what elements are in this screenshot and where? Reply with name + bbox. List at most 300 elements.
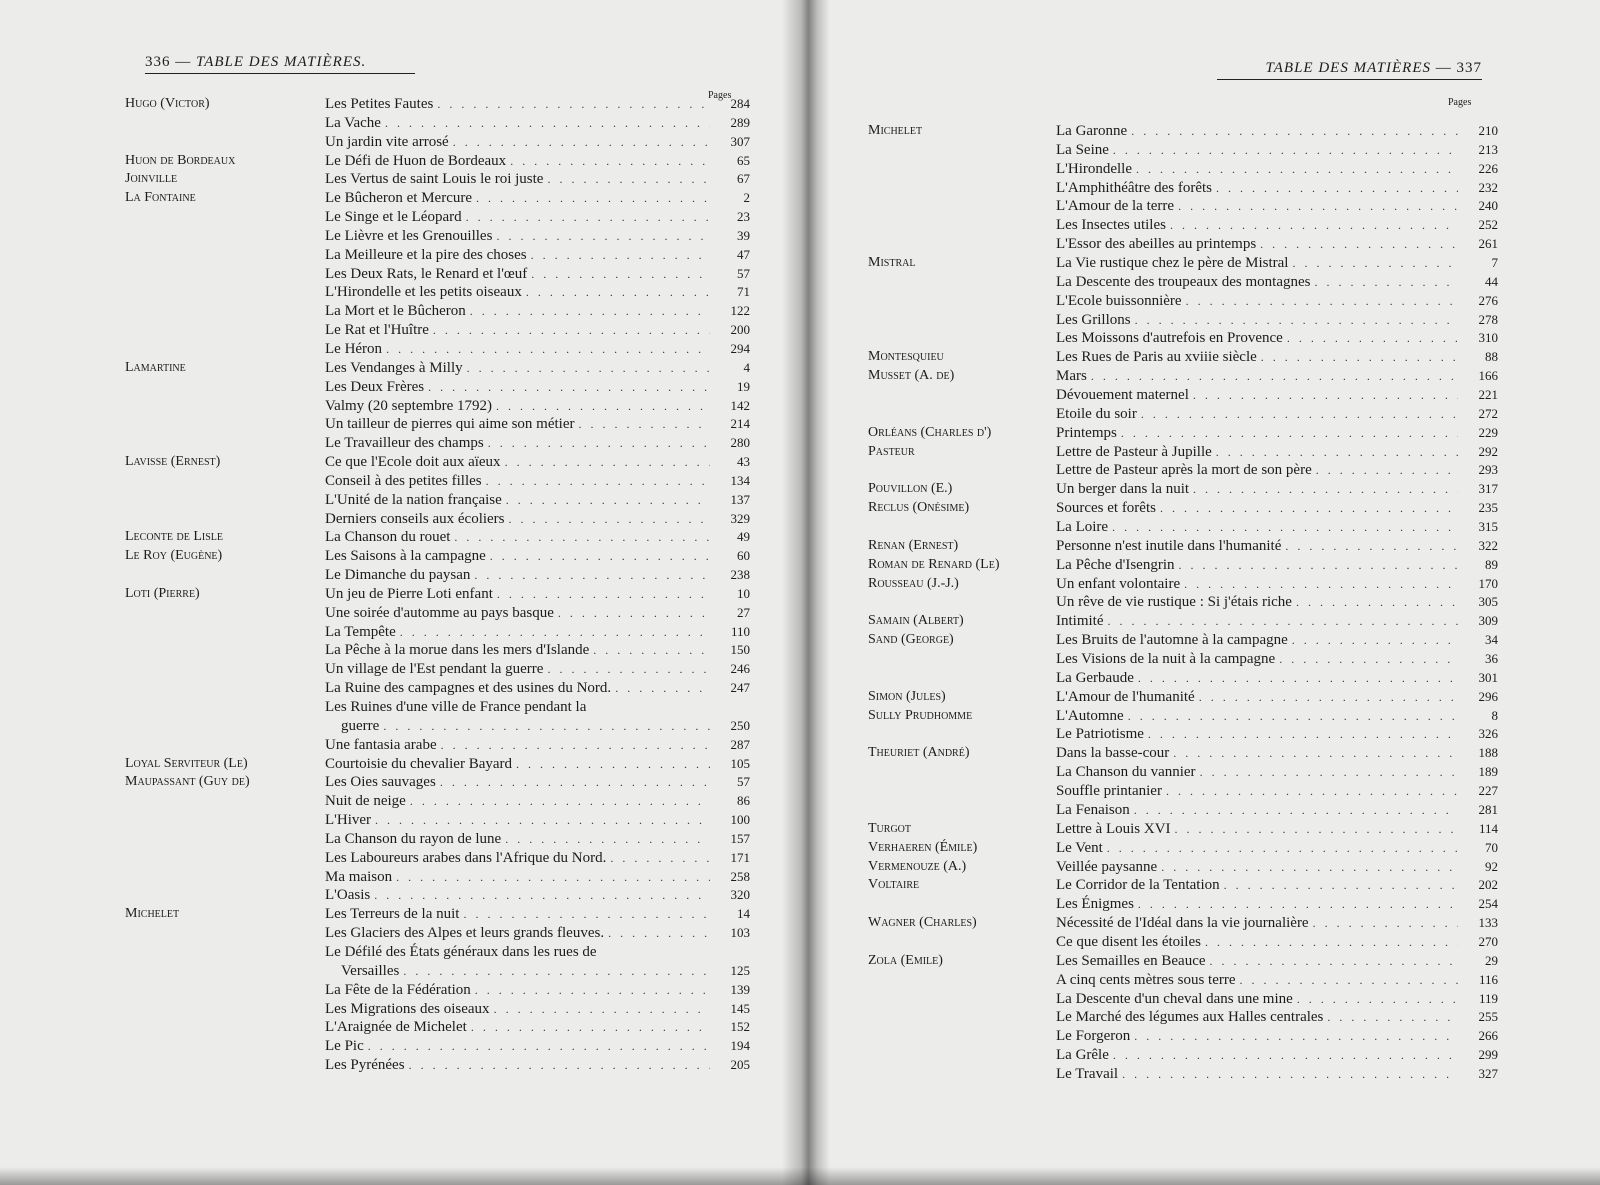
toc-row — [125, 736, 750, 755]
toc-page-number: 36 — [1485, 651, 1498, 667]
dot-leader — [1193, 386, 1458, 405]
toc-row — [868, 348, 1498, 367]
toc-row — [868, 971, 1498, 990]
dot-leader — [1224, 876, 1458, 895]
toc-page-number: 166 — [1478, 368, 1498, 384]
toc-row — [125, 868, 750, 887]
toc-entry-title: Les Pyrénées — [325, 1057, 405, 1074]
toc-entry-title: Souffle printanier — [1056, 783, 1162, 800]
toc-entry-title: Les Oies sauvages — [325, 774, 436, 791]
toc-row — [125, 189, 750, 208]
toc-entry — [1056, 556, 1462, 575]
toc-entry — [1056, 820, 1462, 839]
toc-entry-title: Un village de l'Est pendant la guerre — [325, 661, 544, 678]
toc-row — [125, 623, 750, 642]
toc-row — [125, 792, 750, 811]
toc-row — [125, 283, 750, 302]
toc-entry-title: La Seine — [1056, 141, 1109, 158]
toc-page-number: 309 — [1478, 613, 1498, 629]
dot-leader — [1134, 1027, 1458, 1046]
toc-page-number: 171 — [730, 849, 750, 865]
toc-row — [868, 254, 1498, 273]
dot-leader — [1316, 461, 1458, 480]
toc-author: Sand (George) — [868, 632, 954, 648]
toc-page-number: 34 — [1485, 632, 1498, 648]
toc-entry-title: Les Grillons — [1056, 311, 1131, 328]
dot-leader — [1131, 122, 1458, 141]
toc-page-number: 92 — [1485, 858, 1498, 874]
toc-entry — [325, 302, 714, 321]
toc-row — [125, 585, 750, 604]
toc-row — [125, 415, 750, 434]
toc-entry-title: La Pêche d'Isengrin — [1056, 556, 1175, 573]
left-pages-column-label: Pages — [708, 90, 732, 101]
toc-entry — [325, 152, 714, 171]
toc-row — [868, 990, 1498, 1009]
toc-entry — [1056, 367, 1462, 386]
dot-leader — [1292, 254, 1458, 273]
toc-author: Loyal Serviteur (Le) — [125, 755, 248, 771]
toc-page-number: 86 — [737, 793, 750, 809]
toc-entry — [1056, 179, 1462, 198]
toc-entry-title: Un rêve de vie rustique : Si j'étais riche — [1056, 594, 1292, 611]
dot-leader — [579, 415, 711, 434]
toc-entry-title: La Tempête — [325, 623, 396, 640]
toc-entry-title: La Chanson du rouet — [325, 529, 451, 546]
toc-row — [868, 707, 1498, 726]
toc-page-number: 213 — [1478, 141, 1498, 157]
dot-leader — [531, 246, 710, 265]
toc-row — [125, 905, 750, 924]
toc-author: Rousseau (J.-J.) — [868, 575, 959, 591]
dot-leader — [1122, 1065, 1458, 1084]
right-page-header — [1217, 60, 1482, 80]
toc-entry-title: La Loire — [1056, 519, 1109, 536]
toc-page-number: 133 — [1478, 915, 1498, 931]
toc-entry-title: Le Pic — [325, 1038, 364, 1055]
toc-entry — [325, 114, 714, 133]
toc-page-number: 289 — [730, 114, 750, 130]
toc-entry — [1056, 858, 1462, 877]
toc-entry — [325, 773, 714, 792]
toc-entry-title: Ma maison — [325, 868, 393, 885]
toc-entry — [325, 585, 714, 604]
toc-row — [125, 397, 750, 416]
toc-page-number: 142 — [730, 397, 750, 413]
toc-entry — [1056, 160, 1462, 179]
dot-leader — [506, 491, 710, 510]
toc-row — [868, 688, 1498, 707]
toc-author: Pasteur — [868, 443, 915, 459]
toc-page-number: 139 — [730, 981, 750, 997]
toc-author: Joinville — [125, 171, 178, 187]
toc-row — [868, 329, 1498, 348]
toc-page-number: 134 — [730, 472, 750, 488]
toc-page-number: 235 — [1478, 500, 1498, 516]
toc-author: Hugo (Victor) — [125, 96, 210, 111]
left-page-number: 336 — [145, 54, 171, 70]
toc-entry-title: Nécessité de l'Idéal dans la vie journalière — [1056, 915, 1309, 932]
toc-page-number: 145 — [730, 1000, 750, 1016]
toc-entry — [1056, 744, 1462, 763]
toc-row — [125, 547, 750, 566]
toc-page-number: 125 — [730, 962, 750, 978]
toc-row — [868, 575, 1498, 594]
dot-leader — [1135, 311, 1458, 330]
toc-row — [125, 510, 750, 529]
toc-page-number: 89 — [1485, 556, 1498, 572]
toc-row — [125, 1018, 750, 1037]
toc-entry — [325, 510, 714, 529]
toc-entry-title: Valmy (20 septembre 1792) — [325, 397, 493, 414]
toc-page-number: 315 — [1478, 519, 1498, 535]
toc-page-number: 44 — [1485, 273, 1498, 289]
toc-entry — [325, 924, 714, 943]
toc-row — [125, 528, 750, 547]
toc-entry-title: La Meilleure et la pire des choses — [325, 246, 527, 263]
dot-leader — [396, 868, 710, 887]
toc-entry — [325, 453, 714, 472]
left-header-separator: — — [175, 54, 192, 70]
toc-entry — [1056, 933, 1462, 952]
dot-leader — [1128, 707, 1458, 726]
toc-entry-title: La Ruine des campagnes et des usines du Nord. — [325, 680, 612, 697]
toc-page-number: 70 — [1485, 839, 1498, 855]
toc-page-number: 252 — [1478, 217, 1498, 233]
dot-leader — [375, 811, 710, 830]
dot-leader — [1279, 650, 1458, 669]
toc-entry-title: Le Dimanche du paysan — [325, 567, 471, 584]
toc-entry-title: Sources et forêts — [1056, 500, 1156, 517]
toc-entry — [325, 811, 714, 830]
toc-entry-title: L'Hiver — [325, 812, 372, 829]
left-header-title: TABLE DES MATIÈRES. — [196, 54, 367, 70]
dot-leader — [466, 208, 710, 227]
toc-row — [868, 311, 1498, 330]
toc-entry — [1056, 235, 1462, 254]
dot-leader — [467, 359, 710, 378]
toc-entry-title: L'Oasis — [325, 887, 371, 904]
left-toc-list — [125, 95, 750, 1075]
toc-entry-title: L'Hirondelle et les petits oiseaux — [325, 284, 522, 301]
toc-row — [125, 755, 750, 774]
toc-page-number: 320 — [730, 887, 750, 903]
toc-page-number: 281 — [1478, 801, 1498, 817]
toc-page-number: 240 — [1478, 198, 1498, 214]
toc-author: Michelet — [125, 906, 180, 922]
toc-entry-title: Les Moissons d'autrefois en Provence — [1056, 330, 1283, 347]
toc-entry — [325, 472, 714, 491]
toc-row — [125, 359, 750, 378]
dot-leader — [526, 283, 710, 302]
toc-entry — [325, 434, 714, 453]
toc-entry-title: Lettre de Pasteur après la mort de son père — [1056, 462, 1312, 479]
toc-page-number: 255 — [1478, 1009, 1498, 1025]
toc-page-number: 152 — [730, 1019, 750, 1035]
dot-leader — [454, 528, 710, 547]
toc-page-number: 258 — [730, 868, 750, 884]
dot-leader — [1315, 273, 1459, 292]
toc-entry — [325, 133, 714, 152]
toc-page-number: 276 — [1478, 292, 1498, 308]
dot-leader — [470, 302, 710, 321]
toc-author: Wagner (Charles) — [868, 915, 977, 931]
dot-leader — [505, 830, 710, 849]
dot-leader — [505, 453, 710, 472]
toc-entry-title: L'Amour de la terre — [1056, 198, 1175, 215]
toc-entry — [325, 95, 714, 114]
toc-entry — [325, 736, 714, 755]
dot-leader — [1216, 443, 1458, 462]
toc-entry-title: Les Glaciers des Alpes et leurs grands fleuves. — [325, 925, 605, 942]
dot-leader — [494, 1000, 710, 1019]
toc-row — [125, 227, 750, 246]
toc-author: Turgot — [868, 820, 911, 836]
dot-leader — [1161, 858, 1458, 877]
toc-entry-title: Courtoisie du chevalier Bayard — [325, 755, 513, 772]
toc-row — [125, 773, 750, 792]
toc-row — [868, 914, 1498, 933]
toc-entry-title: L'Araignée de Michelet — [325, 1019, 467, 1036]
toc-entry-title: Les Insectes utiles — [1056, 217, 1166, 234]
toc-entry — [325, 886, 714, 905]
toc-entry-title: Le Vent — [1056, 839, 1103, 856]
toc-author: Le Roy (Eugène) — [125, 548, 223, 564]
toc-row — [125, 679, 750, 698]
toc-entry — [325, 415, 714, 434]
toc-row — [125, 566, 750, 585]
toc-row — [868, 235, 1498, 254]
toc-entry — [325, 208, 714, 227]
toc-entry-title: Les Vendanges à Milly — [325, 359, 463, 376]
toc-page-number: 194 — [730, 1038, 750, 1054]
dot-leader — [1112, 518, 1458, 537]
toc-entry — [1056, 801, 1462, 820]
dot-leader — [386, 340, 710, 359]
dot-leader — [1148, 725, 1458, 744]
toc-page-number: 254 — [1478, 896, 1498, 912]
dot-leader — [608, 924, 710, 943]
toc-entry-title: Le Héron — [325, 340, 383, 357]
toc-row — [125, 434, 750, 453]
toc-row — [125, 811, 750, 830]
dot-leader — [1138, 669, 1458, 688]
toc-row — [868, 669, 1498, 688]
toc-row — [868, 631, 1498, 650]
toc-page-number: 2 — [743, 190, 750, 206]
dot-leader — [1210, 952, 1458, 971]
toc-page-number: 67 — [737, 171, 750, 187]
toc-row — [868, 179, 1498, 198]
toc-entry — [1056, 650, 1462, 669]
toc-row — [868, 424, 1498, 443]
toc-entry-title-continued: Versailles — [341, 962, 400, 979]
toc-entry-title: Veillée paysanne — [1056, 858, 1158, 875]
toc-author: Huon de Bordeaux — [125, 152, 236, 168]
toc-page-number: 226 — [1478, 160, 1498, 176]
toc-entry-title: Printemps — [1056, 424, 1117, 441]
toc-entry — [325, 397, 714, 416]
dot-leader — [1292, 631, 1458, 650]
dot-leader — [1108, 612, 1459, 631]
dot-leader — [403, 962, 710, 981]
right-header-title: TABLE DES MATIÈRES — [1265, 60, 1431, 76]
toc-author: Reclus (Onésime) — [868, 500, 970, 516]
toc-entry — [1056, 405, 1462, 424]
toc-row — [125, 152, 750, 171]
toc-entry-title: Nuit de neige — [325, 793, 406, 810]
toc-entry-title: Ce que l'Ecole doit aux aïeux — [325, 454, 501, 471]
toc-row — [125, 981, 750, 1000]
toc-entry — [325, 547, 714, 566]
dot-leader — [558, 604, 710, 623]
toc-entry — [1056, 971, 1462, 990]
toc-entry — [1056, 122, 1462, 141]
toc-row — [868, 1008, 1498, 1027]
toc-entry-title: La Garonne — [1056, 122, 1128, 139]
toc-entry — [1056, 782, 1462, 801]
toc-entry-title: La Descente d'un cheval dans une mine — [1056, 990, 1293, 1007]
toc-entry-title: L'Amour de l'humanité — [1056, 688, 1195, 705]
toc-row — [125, 265, 750, 284]
toc-page-number: 322 — [1478, 537, 1498, 553]
toc-row — [125, 698, 750, 736]
left-page-header — [145, 54, 415, 74]
toc-entry-title: Le Marché des légumes aux Halles centrales — [1056, 1009, 1324, 1026]
dot-leader — [610, 849, 710, 868]
dot-leader — [368, 1037, 710, 1056]
toc-entry — [1056, 1008, 1462, 1027]
toc-entry-title: La Fête de la Fédération — [325, 981, 471, 998]
toc-page-number: 27 — [737, 604, 750, 620]
toc-page-number: 105 — [730, 755, 750, 771]
toc-page-number: 250 — [730, 717, 750, 733]
toc-row — [125, 321, 750, 340]
toc-page-number: 232 — [1478, 179, 1498, 195]
toc-entry — [325, 321, 714, 340]
toc-row — [125, 95, 750, 114]
toc-row — [868, 556, 1498, 575]
toc-page-number: 238 — [730, 567, 750, 583]
toc-author: Loti (Pierre) — [125, 585, 200, 601]
toc-entry — [1056, 593, 1462, 612]
toc-page-number: 205 — [730, 1057, 750, 1073]
toc-entry-title: Conseil à des petites filles — [325, 472, 482, 489]
toc-page-number: 287 — [730, 736, 750, 752]
toc-entry — [1056, 612, 1462, 631]
dot-leader — [516, 755, 710, 774]
dot-leader — [615, 679, 710, 698]
toc-row — [125, 302, 750, 321]
toc-row — [125, 924, 750, 943]
toc-entry-title: Les Laboureurs arabes dans l'Afrique du Nord. — [325, 849, 607, 866]
toc-entry-title: La Fenaison — [1056, 801, 1130, 818]
dot-leader — [1285, 537, 1458, 556]
toc-page-number: 272 — [1478, 405, 1498, 421]
toc-entry-title: Le Forgeron — [1056, 1028, 1131, 1045]
toc-page-number: 189 — [1478, 764, 1498, 780]
dot-leader — [1121, 424, 1458, 443]
toc-page-number: 39 — [737, 227, 750, 243]
toc-entry — [325, 227, 714, 246]
toc-entry — [325, 359, 714, 378]
toc-entry-title: Les Migrations des oiseaux — [325, 1000, 490, 1017]
toc-entry — [1056, 990, 1462, 1009]
toc-entry-title: Dans la basse-cour — [1056, 745, 1170, 762]
toc-page-number: 114 — [1478, 820, 1498, 836]
toc-row — [868, 405, 1498, 424]
toc-entry-title: Un berger dans la nuit — [1056, 481, 1190, 498]
toc-row — [868, 839, 1498, 858]
toc-row — [125, 208, 750, 227]
dot-leader — [1170, 216, 1458, 235]
toc-entry-title: A cinq cents mètres sous terre — [1056, 971, 1236, 988]
toc-entry-title: Les Bruits de l'automne à la campagne — [1056, 632, 1288, 649]
toc-entry-title: Un jeu de Pierre Loti enfant — [325, 585, 493, 602]
dot-leader — [1205, 933, 1458, 952]
toc-row — [125, 246, 750, 265]
dot-leader — [1091, 367, 1458, 386]
toc-entry — [1056, 895, 1462, 914]
toc-entry — [325, 1018, 714, 1037]
dot-leader — [509, 510, 710, 529]
toc-page-number: 170 — [1478, 575, 1498, 591]
dot-leader — [385, 114, 710, 133]
toc-author: Voltaire — [868, 877, 920, 893]
dot-leader — [593, 641, 710, 660]
toc-page-number: 122 — [730, 303, 750, 319]
toc-author: Musset (A. de) — [868, 368, 955, 384]
toc-entry — [1056, 688, 1462, 707]
toc-page-number: 47 — [737, 246, 750, 262]
toc-entry-title: L'Amphithéâtre des forêts — [1056, 179, 1212, 196]
toc-row — [125, 830, 750, 849]
toc-row — [125, 1037, 750, 1056]
dot-leader — [463, 905, 710, 924]
toc-page-number: 23 — [737, 209, 750, 225]
toc-page-number: 227 — [1478, 783, 1498, 799]
toc-entry-title: Le Singe et le Léopard — [325, 209, 462, 226]
toc-entry-title: La Descente des troupeaux des montagnes — [1056, 273, 1311, 290]
dot-leader — [374, 886, 710, 905]
toc-row — [125, 133, 750, 152]
toc-entry-title: La Pêche à la morue dans les mers d'Islande — [325, 642, 590, 659]
toc-entry-title: Les Visions de la nuit à la campagne — [1056, 651, 1276, 668]
toc-author: Lamartine — [125, 359, 186, 375]
toc-entry — [1056, 499, 1462, 518]
toc-row — [868, 895, 1498, 914]
dot-leader — [1160, 499, 1458, 518]
toc-entry-title: Le Travail — [1056, 1065, 1119, 1082]
toc-entry — [1056, 707, 1462, 726]
toc-page-number: 65 — [737, 152, 750, 168]
toc-page-number: 247 — [730, 680, 750, 696]
toc-page-number: 150 — [730, 642, 750, 658]
dot-leader — [547, 660, 710, 679]
toc-row — [125, 472, 750, 491]
toc-entry — [325, 660, 714, 679]
toc-row — [125, 114, 750, 133]
toc-row — [868, 782, 1498, 801]
toc-entry — [325, 1056, 714, 1075]
toc-entry-title: Le Bûcheron et Mercure — [325, 190, 473, 207]
toc-entry-title: Les Terreurs de la nuit — [325, 906, 460, 923]
toc-entry-title: Les Ruines d'une ville de France pendant la — [325, 699, 587, 715]
toc-page-number: 71 — [737, 284, 750, 300]
toc-entry-title: Le Corridor de la Tentation — [1056, 877, 1220, 894]
toc-entry-title: L'Essor des abeilles au printemps — [1056, 236, 1257, 253]
toc-page-number: 327 — [1478, 1065, 1498, 1081]
